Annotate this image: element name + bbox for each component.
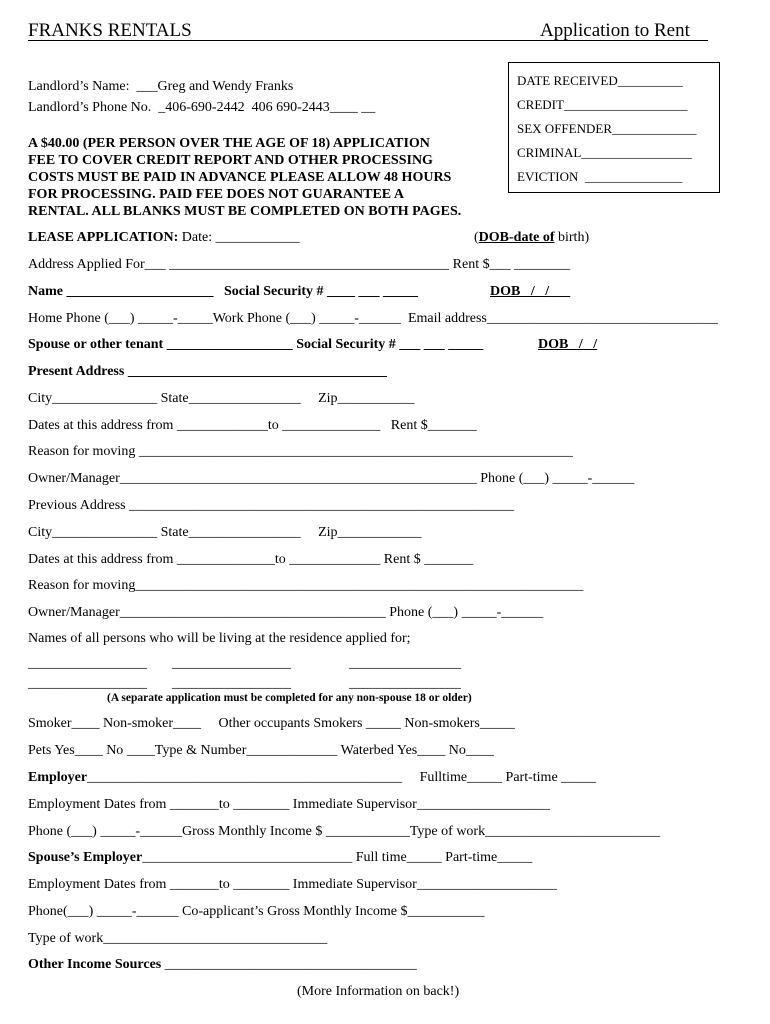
other-income-field[interactable]: ____________________________________ (161, 957, 417, 972)
other-income-row[interactable] (28, 958, 417, 972)
coapplicant-income-row[interactable]: Phone(___) _____-______ Co-applicant’s Gross Monthly Income $___________ (28, 904, 485, 919)
name-ssn-row[interactable]: Name _____________________ Social Security # ____ ___ _____ (28, 284, 419, 299)
present-address-field[interactable]: Present Address _____________________________________ (28, 364, 387, 379)
eviction-field[interactable]: EVICTION _______________ (517, 169, 683, 184)
company-name: FRANKS RENTALS (28, 20, 192, 41)
employer-label: Employer (28, 770, 88, 785)
previous-reason-moving[interactable]: Reason for moving________________________________________________________________ (28, 578, 584, 593)
occupant-name-field[interactable]: ________________ (349, 676, 461, 691)
dob-note-rest: birth) (554, 230, 590, 245)
fee-notice-line: A $40.00 (PER PERSON OVER THE AGE OF 18) APPLICATION (28, 136, 430, 151)
fee-notice-line: COSTS MUST BE PAID IN ADVANCE PLEASE ALLOW 48 HOURS (28, 170, 452, 185)
date-received-field[interactable]: DATE RECEIVED__________ (517, 73, 683, 88)
lease-date-field[interactable]: Date: ____________ (178, 230, 300, 245)
type-of-work-field[interactable]: Type of work________________________________ (28, 931, 328, 946)
other-income-label: Other Income Sources (28, 957, 162, 972)
previous-address-field[interactable]: Previous Address _______________________________________________________ (28, 498, 515, 513)
applicant-dob-text: DOB / / (490, 284, 550, 299)
spouse-employment-dates-row[interactable]: Employment Dates from _______to ________ Immediate Supervisor____________________ (28, 877, 557, 892)
previous-city-state-zip[interactable]: City_______________ State________________ Zip____________ (28, 525, 422, 540)
present-dates-rent[interactable]: Dates at this address from _____________to ______________ Rent $_______ (28, 418, 477, 433)
applicant-dob-underline: ___ (549, 284, 571, 299)
employment-dates-row[interactable]: Employment Dates from _______to ________ Immediate Supervisor___________________ (28, 797, 550, 812)
present-owner-manager[interactable]: Owner/Manager___________________________________________________ Phone (___) _____-______ (28, 471, 635, 486)
fee-notice-line: RENTAL. ALL BLANKS MUST BE COMPLETED ON BOTH PAGES. (28, 204, 462, 219)
spouse-employer-fields[interactable]: ______________________________ Full time_____ Part-time_____ (142, 850, 533, 865)
occupant-name-field[interactable]: _________________ (28, 676, 147, 691)
present-reason-moving[interactable]: Reason for moving ______________________________________________________________ (28, 444, 573, 459)
applicant-dob-field[interactable] (490, 285, 570, 299)
persons-living-label: Names of all persons who will be living at the residence applied for; (28, 631, 411, 646)
occupant-name-field[interactable]: _________________ (28, 656, 147, 671)
fee-notice-line: FOR PROCESSING. PAID FEE DOES NOT GUARANTEE A (28, 187, 404, 202)
landlord-name: Landlord’s Name: ___Greg and Wendy Franks (28, 79, 294, 94)
lease-application-row (28, 231, 300, 245)
credit-field[interactable]: CREDIT___________________ (517, 97, 688, 112)
criminal-field[interactable]: CRIMINAL_________________ (517, 145, 692, 160)
title-rule (28, 40, 708, 41)
employer-row[interactable] (28, 771, 596, 785)
present-city-state-zip[interactable]: City_______________ State________________ Zip___________ (28, 391, 415, 406)
spouse-ssn-row[interactable]: Spouse or other tenant __________________ Social Security # ___ ___ _____ (28, 337, 484, 352)
office-use-box (508, 62, 720, 193)
spouse-employer-label: Spouse’s Employer (28, 850, 143, 865)
phone-income-row[interactable]: Phone (___) _____-______Gross Monthly Income $ ____________Type of work_________________________ (28, 824, 661, 839)
fee-notice-line: FEE TO COVER CREDIT REPORT AND OTHER PROCESSING (28, 153, 433, 168)
dob-note-bold: DOB-date of (478, 230, 555, 245)
more-info-footer: (More Information on back!) (297, 984, 460, 999)
previous-dates-rent[interactable]: Dates at this address from ______________to _____________ Rent $ _______ (28, 552, 474, 567)
occupant-name-field[interactable]: _________________ (172, 676, 291, 691)
separate-application-note: (A separate application must be completed for any non-spouse 18 or older) (107, 692, 472, 704)
form-title: Application to Rent (540, 20, 690, 41)
employer-fields[interactable]: _____________________________________________ Fulltime_____ Part-time _____ (87, 770, 597, 785)
phone-email-row[interactable]: Home Phone (___) _____-_____Work Phone (___) _____-______ Email address_________________________________ (28, 311, 718, 326)
previous-owner-manager[interactable]: Owner/Manager______________________________________ Phone (___) _____-______ (28, 605, 544, 620)
smoker-row[interactable]: Smoker____ Non-smoker____ Other occupants Smokers _____ Non-smokers_____ (28, 716, 515, 731)
occupant-name-field[interactable]: ________________ (349, 656, 461, 671)
landlord-phone: Landlord’s Phone No. _406-690-2442 406 690-2443____ __ (28, 100, 376, 115)
lease-application-label: LEASE APPLICATION: (28, 230, 179, 245)
address-applied-field[interactable]: Address Applied For___ ________________________________________ Rent $___ ________ (28, 257, 571, 272)
occupant-name-field[interactable]: _________________ (172, 656, 291, 671)
dob-note (474, 231, 589, 245)
dob-note-paren: ( (474, 230, 479, 245)
spouse-dob-field[interactable]: DOB / / (538, 337, 598, 352)
sex-offender-field[interactable]: SEX OFFENDER_____________ (517, 121, 697, 136)
pets-waterbed-row[interactable]: Pets Yes____ No ____Type & Number_____________ Waterbed Yes____ No____ (28, 743, 494, 758)
spouse-employer-row[interactable] (28, 851, 532, 865)
